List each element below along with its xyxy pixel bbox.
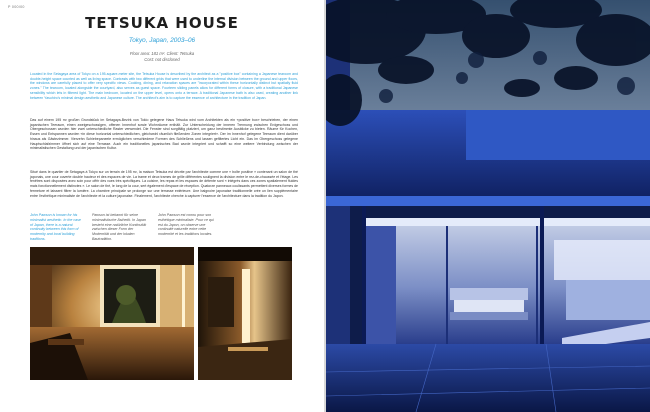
project-subtitle: Tokyo, Japan, 2003–06 [128, 37, 196, 44]
corridor-photo [198, 247, 292, 380]
tearoom-photo [30, 247, 194, 380]
caption-german: Pawson ist bekannt für seine minimalistische Ästhetik. In Japan besteht eine natürliche Kontinuität zwischen dieser Form der Modernität und der lokalen Bautradition. [92, 213, 147, 241]
exterior-night-photo [326, 0, 650, 412]
cost-line: Cost: not disclosed [144, 57, 180, 62]
body-text-french: Situé dans le quartier de Setagaya à Tokyo sur un terrain de 195 m², la maison Tetsuka est décrite par l'architecte comme une « boîte positive » contenant un salon de thé japonais, une cour ouverte double hauteur et des espaces de vie. La trame et deux trames de grille différentes soulignent la division entre le rez-de-chaussée et l'étage. Les fenêtres sont disposées avec soin pour offrir des vues très spécifiques. La cuisine, les repas et les espaces de détente sont « intégrés dans ces zones spatialement fluides mais fonctionnellement distinctes ». Le salon de thé, le long de la cour, sert également d'espace de réception. Quatorze panneaux coulissants permettent diverses formes de fermeture et laissent filtrer la lumière. La chambre principale se prolonge sur une terrasse extérieure. Une baignoire japonaise traditionnelle crée un lien supplémentaire entre l'esthétique minimaliste de l'architecte et la culture japonaise. Finalement, l'architecte cherche à capturer l'essence de l'architecture dans la tradition du Japon. [30, 170, 298, 198]
caption-french: John Pawson est connu pour son esthétique minimaliste. Pour ce qui est du Japon, on observe une continuité naturelle entre cette modernité et les traditions locales. [158, 213, 214, 237]
page-folio: P 000/00 [8, 5, 25, 9]
body-text-english: Located in the Setagaya area of Tokyo on a 195-square-meter site, the Tetsuka House is described by the architect as a "positive box" containing a Japanese tearoom and double-height space counted as well as living space. Contrasts with two different grids that were used to underline the internal division between the ground and upper floors, the windows are carefully placed to offer very specific views. Cooking, dining, and relaxation spaces are "incorporated within these horizontally distinct but spatially fluid zones." The tearoom, located alongside the courtyard, also serves as guest space. Fourteen sliding panels allow for different forms of closure, with a traditional Japanese sensibility which lets in filtered light. The main bedroom, located on the upper level, opens onto a terrace. A traditional Japanese bath is also used, creating another link between Yasuhiro's minimal design aesthetic and Japanese culture. The architect's aim is to capture the essence of architecture in the tradition of Japan. [30, 72, 298, 100]
left-page [0, 0, 324, 412]
floor-area-line: Floor area: 181 m². Client: Tetsuka [129, 51, 195, 56]
body-text-german: Das auf einem 195 m² großen Grundstück im Setagaya-Bezirk von Tokio gelegene Haus Tetsuka wird vom Architekten als ein «positive box» beschrieben, der einen japanischen Teeraum, einen zweigeschossigen, offenen Innenhof sowie Wohnräume enthält. Zur Unterscheidung der inneren Trennung zwischen Erdgeschoss und Obergeschossen wurden hier zwei unterschiedliche Raster verwendet. Die Fenster sind sorgfältig platziert, um ganz bestimmte Ausblicke zu bieten. Räume für Kochen, Essen und Entspannen wurden «in diese horizontal unterschiedlichen, gleichwohl räumlich fließenden Zonen integriert». Der im Innenhof gelegene Teeraum dient darüber hinaus als Gästezimmer. Vierzehn Schiebepaneele ermöglichen verschiedene Formen des Schließens und lassen gefiltertes Licht ein. Das im Obergeschoss gelegene Hauptschlafzimmer öffnet sich auf eine Terrasse. Auch ein traditionelles japanisches Bad wurde integriert und schafft so eine weitere Verbindung zwischen der minimalistischen Gestaltung und der japanischen Kultur. [30, 118, 298, 151]
page-title: TETSUKA HOUSE [85, 14, 239, 32]
caption-english: John Pawson is known for his minimalist aesthetic. In the case of Japan, there is a natural continuity between this form of modernity and local building traditions. [30, 213, 81, 241]
